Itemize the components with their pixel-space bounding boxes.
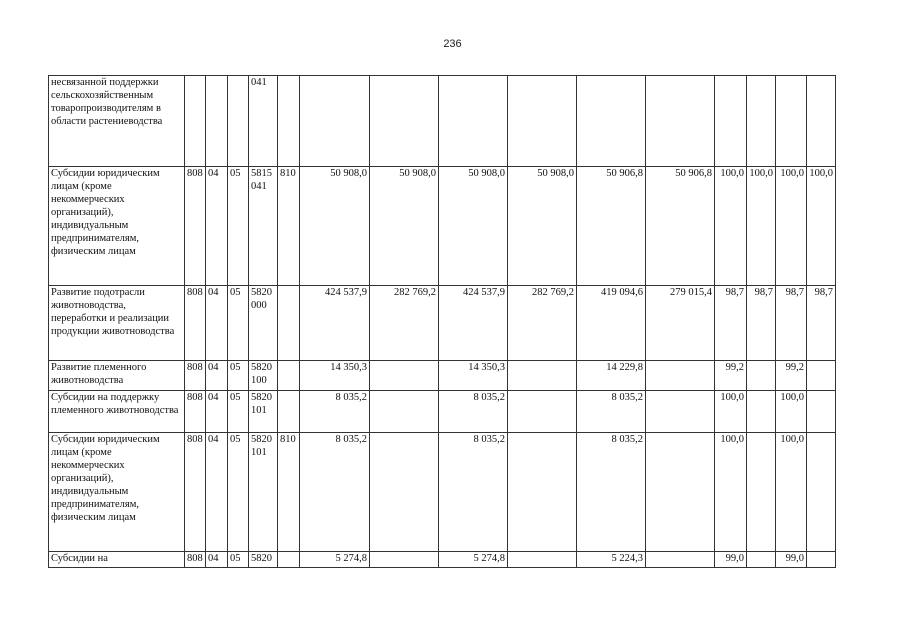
value-3-cell: 14 350,3 <box>439 361 508 391</box>
value-3-cell: 5 274,8 <box>439 552 508 568</box>
target-code-cell: 5820 000 <box>249 286 278 361</box>
expense-type-code-cell <box>278 552 300 568</box>
value-4-cell <box>508 552 577 568</box>
percent-3-cell: 100,0 <box>776 433 807 552</box>
value-1-cell: 14 350,3 <box>300 361 370 391</box>
value-5-cell: 419 094,6 <box>577 286 646 361</box>
subsection-code-cell <box>228 76 249 167</box>
value-2-cell <box>370 552 439 568</box>
value-5-cell: 8 035,2 <box>577 433 646 552</box>
subsection-code-cell: 05 <box>228 552 249 568</box>
percent-1-cell: 100,0 <box>715 167 747 286</box>
percent-4-cell <box>807 552 836 568</box>
percent-1-cell: 100,0 <box>715 433 747 552</box>
gov-code-cell <box>185 76 206 167</box>
percent-4-cell: 100,0 <box>807 167 836 286</box>
value-3-cell: 50 908,0 <box>439 167 508 286</box>
percent-3-cell <box>776 76 807 167</box>
percent-3-cell: 99,2 <box>776 361 807 391</box>
percent-2-cell <box>747 361 776 391</box>
value-6-cell <box>646 76 715 167</box>
table-row <box>49 361 836 391</box>
value-6-cell: 50 906,8 <box>646 167 715 286</box>
target-code-cell: 5820 101 <box>249 433 278 552</box>
gov-code-cell: 808 <box>185 361 206 391</box>
row-name-cell: Субсидии на <box>49 552 185 568</box>
gov-code-cell: 808 <box>185 167 206 286</box>
value-3-cell <box>439 76 508 167</box>
value-1-cell: 8 035,2 <box>300 433 370 552</box>
subsection-code-cell: 05 <box>228 433 249 552</box>
target-code-cell: 5820 100 <box>249 361 278 391</box>
table-row <box>49 391 836 433</box>
value-4-cell <box>508 391 577 433</box>
gov-code-cell: 808 <box>185 286 206 361</box>
gov-code-cell: 808 <box>185 552 206 568</box>
value-5-cell: 5 224,3 <box>577 552 646 568</box>
value-6-cell <box>646 552 715 568</box>
row-name-cell: Субсидии на поддержку племенного животноводства <box>49 391 185 433</box>
value-5-cell: 14 229,8 <box>577 361 646 391</box>
percent-1-cell: 99,2 <box>715 361 747 391</box>
value-6-cell <box>646 391 715 433</box>
percent-2-cell: 98,7 <box>747 286 776 361</box>
percent-1-cell: 98,7 <box>715 286 747 361</box>
value-1-cell <box>300 76 370 167</box>
value-4-cell: 50 908,0 <box>508 167 577 286</box>
value-1-cell: 5 274,8 <box>300 552 370 568</box>
target-code-cell: 5815 041 <box>249 167 278 286</box>
row-name-cell: несвязанной поддержки сельскохозяйственным товаропроизводителям в области растениеводства <box>49 76 185 167</box>
percent-3-cell: 100,0 <box>776 167 807 286</box>
percent-3-cell: 100,0 <box>776 391 807 433</box>
target-code-cell: 5820 <box>249 552 278 568</box>
table-row <box>49 286 836 361</box>
value-3-cell: 8 035,2 <box>439 433 508 552</box>
value-2-cell <box>370 361 439 391</box>
percent-1-cell: 100,0 <box>715 391 747 433</box>
row-name-cell: Субсидии юридическим лицам (кроме некоммерческих организаций), индивидуальным предпринимателям, физическим лицам <box>49 167 185 286</box>
expense-type-code-cell <box>278 391 300 433</box>
value-4-cell <box>508 76 577 167</box>
section-code-cell: 04 <box>206 391 228 433</box>
section-code-cell: 04 <box>206 286 228 361</box>
subsection-code-cell: 05 <box>228 361 249 391</box>
subsection-code-cell: 05 <box>228 391 249 433</box>
value-2-cell <box>370 433 439 552</box>
expense-type-code-cell <box>278 361 300 391</box>
percent-4-cell <box>807 433 836 552</box>
expense-type-code-cell: 810 <box>278 167 300 286</box>
target-code-cell: 041 <box>249 76 278 167</box>
value-4-cell <box>508 433 577 552</box>
percent-4-cell: 98,7 <box>807 286 836 361</box>
expense-type-code-cell: 810 <box>278 433 300 552</box>
gov-code-cell: 808 <box>185 391 206 433</box>
table-row <box>49 433 836 552</box>
gov-code-cell: 808 <box>185 433 206 552</box>
row-name-cell: Развитие подотрасли животноводства, переработки и реализации продукции животноводства <box>49 286 185 361</box>
subsection-code-cell: 05 <box>228 167 249 286</box>
section-code-cell: 04 <box>206 433 228 552</box>
value-2-cell: 50 908,0 <box>370 167 439 286</box>
value-5-cell: 8 035,2 <box>577 391 646 433</box>
section-code-cell <box>206 76 228 167</box>
target-code-cell: 5820 101 <box>249 391 278 433</box>
percent-4-cell <box>807 76 836 167</box>
expense-type-code-cell <box>278 286 300 361</box>
section-code-cell: 04 <box>206 552 228 568</box>
value-5-cell <box>577 76 646 167</box>
percent-2-cell <box>747 76 776 167</box>
percent-2-cell <box>747 391 776 433</box>
value-2-cell <box>370 76 439 167</box>
percent-1-cell: 99,0 <box>715 552 747 568</box>
value-2-cell: 282 769,2 <box>370 286 439 361</box>
row-name-cell: Субсидии юридическим лицам (кроме некоммерческих организаций), индивидуальным предпринимателям, физическим лицам <box>49 433 185 552</box>
value-3-cell: 8 035,2 <box>439 391 508 433</box>
value-4-cell <box>508 361 577 391</box>
section-code-cell: 04 <box>206 361 228 391</box>
row-name-cell: Развитие племенного животноводства <box>49 361 185 391</box>
value-5-cell: 50 906,8 <box>577 167 646 286</box>
subsection-code-cell: 05 <box>228 286 249 361</box>
section-code-cell: 04 <box>206 167 228 286</box>
expense-type-code-cell <box>278 76 300 167</box>
percent-2-cell <box>747 552 776 568</box>
percent-2-cell: 100,0 <box>747 167 776 286</box>
value-1-cell: 424 537,9 <box>300 286 370 361</box>
table-row <box>49 76 836 167</box>
percent-2-cell <box>747 433 776 552</box>
value-6-cell: 279 015,4 <box>646 286 715 361</box>
percent-4-cell <box>807 391 836 433</box>
page-number: 236 <box>443 38 462 50</box>
percent-4-cell <box>807 361 836 391</box>
percent-3-cell: 98,7 <box>776 286 807 361</box>
value-2-cell <box>370 391 439 433</box>
value-6-cell <box>646 361 715 391</box>
percent-3-cell: 99,0 <box>776 552 807 568</box>
value-1-cell: 50 908,0 <box>300 167 370 286</box>
table-row <box>49 552 836 568</box>
value-6-cell <box>646 433 715 552</box>
table-row <box>49 167 836 286</box>
value-3-cell: 424 537,9 <box>439 286 508 361</box>
value-1-cell: 8 035,2 <box>300 391 370 433</box>
budget-table <box>48 75 836 568</box>
percent-1-cell <box>715 76 747 167</box>
value-4-cell: 282 769,2 <box>508 286 577 361</box>
